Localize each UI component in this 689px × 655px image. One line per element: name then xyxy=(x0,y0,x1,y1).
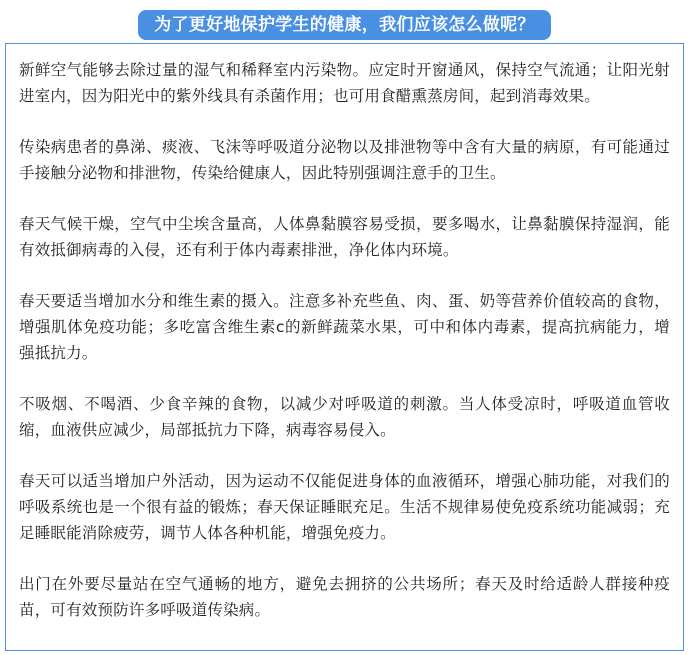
page-title: 为了更好地保护学生的健康，我们应该怎么做呢？ xyxy=(138,10,551,40)
paragraph-hand-hygiene: 传染病患者的鼻涕、痰液、飞沫等呼吸道分泌物以及排泄物等中含有大量的病原，有可能通过手接触分泌物和排泄物，传染给健康人，因此特别强调注意手的卫生。 xyxy=(19,138,670,182)
title-container xyxy=(0,10,689,40)
paragraph-exercise-sleep: 春天可以适当增加户外活动，因为运动不仅能促进身体的血液循环，增强心肺功能，对我们的呼吸系统也是一个很有益的锻炼；春天保证睡眠充足。生活不规律易使免疫系统功能减弱；充足睡眠能消除疲劳，调节人体各种机能，增强免疫力。 xyxy=(19,472,670,542)
paragraph-public-places-vaccine: 出门在外要尽量站在空气通畅的地方，避免去拥挤的公共场所；春天及时给适龄人群接种疫苗，可有效预防许多呼吸道传染病。 xyxy=(19,575,670,619)
content-box xyxy=(5,43,684,651)
paragraph-avoid-irritants: 不吸烟、不喝酒、少食辛辣的食物，以减少对呼吸道的刺激。当人体受凉时，呼吸道血管收缩，血液供应减少，局部抵抗力下降，病毒容易侵入。 xyxy=(19,395,670,439)
paragraph-hydration: 春天气候干燥，空气中尘埃含量高，人体鼻黏膜容易受损，要多喝水，让鼻黏膜保持湿润，能有效抵御病毒的入侵，还有利于体内毒素排泄，净化体内环境。 xyxy=(19,215,670,259)
paragraph-nutrition: 春天要适当增加水分和维生素的摄入。注意多补充些鱼、肉、蛋、奶等营养价值较高的食物，增强肌体免疫功能；多吃富含维生素c的新鲜蔬菜水果，可中和体内毒素，提高抗病能力，增强抵抗力。 xyxy=(19,292,670,362)
paragraph-ventilation: 新鲜空气能够去除过量的湿气和稀释室内污染物。应定时开窗通风，保持空气流通；让阳光射进室内，因为阳光中的紫外线具有杀菌作用；也可用食醋熏蒸房间，起到消毒效果。 xyxy=(19,61,670,105)
